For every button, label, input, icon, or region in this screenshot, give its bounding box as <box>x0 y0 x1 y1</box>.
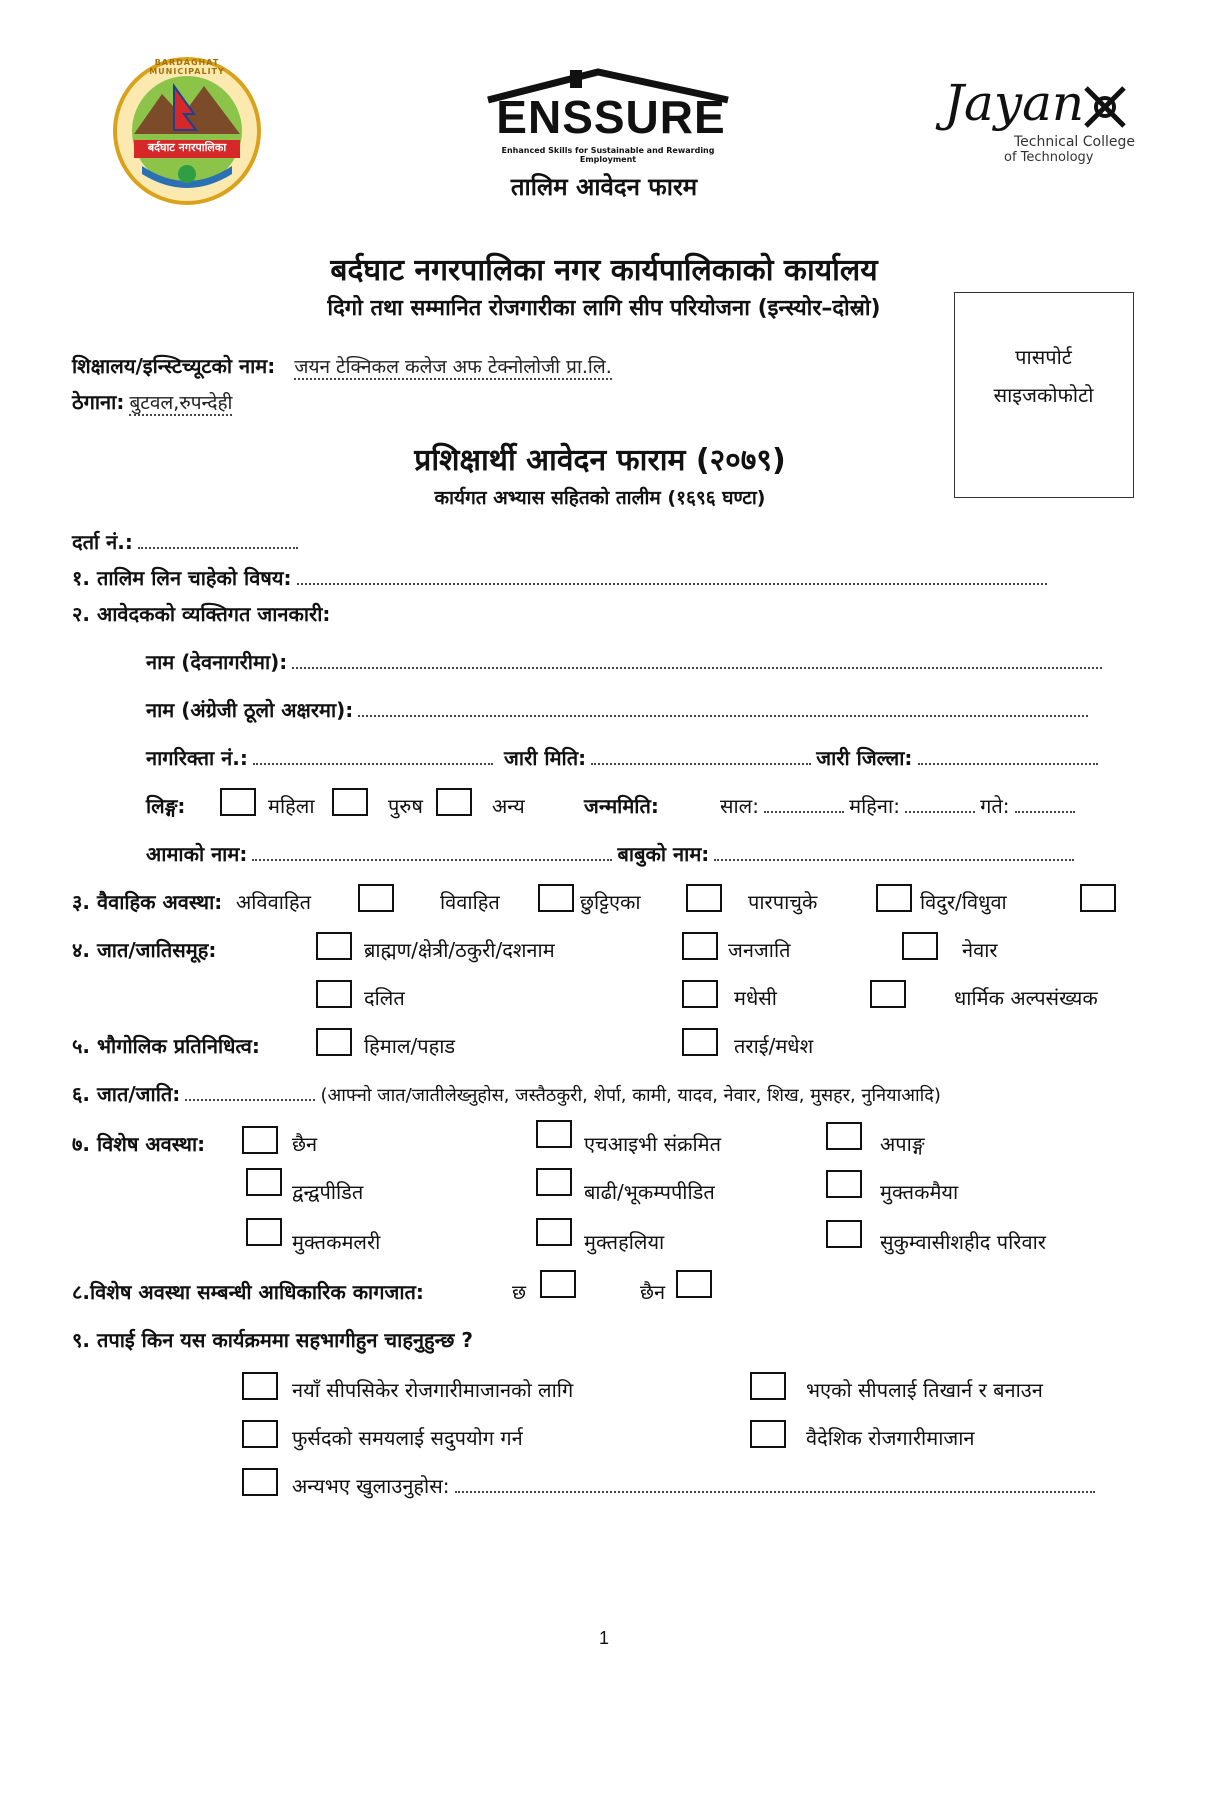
marital-option-married: विवाहित <box>440 890 500 914</box>
name-english-field[interactable] <box>358 697 1088 717</box>
special-landless-checkbox[interactable] <box>826 1220 862 1248</box>
reason-foreign-checkbox[interactable] <box>750 1420 786 1448</box>
dob-year-field[interactable] <box>764 793 844 813</box>
father-field[interactable] <box>714 841 1074 861</box>
q1-row <box>72 564 1047 591</box>
form-title-sub: कार्यगत अभ्यास सहितको तालीम (१६९६ घण्टा) <box>434 487 766 509</box>
q3-label: ३. वैवाहिक अवस्था: <box>72 890 223 914</box>
citizenship-label: नागरिक्ता नं.: <box>146 746 248 770</box>
q8-no-checkbox[interactable] <box>676 1270 712 1298</box>
marital-option-widowed: विदुर/विधुवा <box>920 890 1007 914</box>
reason-option-sharpen-skill: भएको सीपलाई तिखार्न र बनाउन <box>806 1378 1043 1402</box>
geo-terai-checkbox[interactable] <box>682 1028 718 1056</box>
gender-female-label: महिला <box>268 794 315 818</box>
passport-photo-box <box>954 292 1134 498</box>
mother-label: आमाको नाम: <box>146 842 248 866</box>
caste-dalit-checkbox[interactable] <box>316 980 352 1008</box>
q6-hint: (आफ्नो जात/जातीलेख्नुहोस, जस्तैठकुरी, शेर्पा, कामी, यादव, नेवार, शिख, मुसहर, नुनियाआदि) <box>320 1085 941 1106</box>
caste-option-minority: धार्मिक अल्पसंख्यक <box>954 986 1098 1010</box>
special-kamaiya-checkbox[interactable] <box>826 1170 862 1198</box>
enssure-logo <box>478 68 738 164</box>
project-title: दिगो तथा सम्मानित रोजगारीका लागि सीप परियोजना (इन्स्योर–दोस्रो) <box>327 296 881 321</box>
reason-option-leisure: फुर्सदको समयलाई सदुपयोग गर्न <box>292 1426 523 1450</box>
name-english-label: नाम (अंग्रेजी ठूलो अक्षरमा): <box>146 698 354 722</box>
name-devanagari-field[interactable] <box>292 649 1102 669</box>
special-disabled-checkbox[interactable] <box>826 1122 862 1150</box>
q6-row <box>72 1080 941 1107</box>
page-number: 1 <box>598 1628 609 1648</box>
mother-field[interactable] <box>252 841 612 861</box>
special-option-kamaiya: मुक्तकमैया <box>880 1180 959 1204</box>
q2-label: २. आवेदकको व्यक्तिगत जानकारी: <box>72 602 331 626</box>
q4-label: ४. जात/जातिसमूह: <box>72 938 217 962</box>
form-title-main: प्रशिक्षार्थी आवेदन फाराम (२०७९) <box>414 443 786 478</box>
jayan-sub1: Technical College <box>1014 134 1135 150</box>
gender-female-checkbox[interactable] <box>220 788 256 816</box>
name-devanagari-label: नाम (देवनागरीमा): <box>146 650 288 674</box>
caste-option-madhesi: मधेसी <box>734 986 777 1010</box>
marital-divorced-checkbox[interactable] <box>876 884 912 912</box>
caste-madhesi-checkbox[interactable] <box>682 980 718 1008</box>
photo-line1: पासपोर्ट <box>1015 345 1072 369</box>
reason-leisure-checkbox[interactable] <box>242 1420 278 1448</box>
issue-district-label: जारी जिल्ला: <box>816 746 913 770</box>
dob-label: जन्ममिति: <box>584 794 659 818</box>
reason-new-skill-checkbox[interactable] <box>242 1372 278 1400</box>
special-option-disabled: अपाङ्ग <box>880 1132 925 1156</box>
special-haliya-checkbox[interactable] <box>536 1218 572 1246</box>
dob-day-field[interactable] <box>1015 793 1075 813</box>
parents-row <box>146 840 1074 867</box>
caste-minority-checkbox[interactable] <box>870 980 906 1008</box>
name-english-row <box>146 696 1088 723</box>
caste-janajati-checkbox[interactable] <box>682 932 718 960</box>
reason-other-field[interactable] <box>455 1473 1095 1493</box>
institute-name-value[interactable]: जयन टेक्निकल कलेज अफ टेक्नोलोजी प्रा.लि. <box>294 356 612 378</box>
photo-line2: साइजकोफोटो <box>993 383 1094 407</box>
citizenship-row <box>146 744 1098 771</box>
gender-label: लिङ्ग: <box>146 794 186 818</box>
reason-other-checkbox[interactable] <box>242 1468 278 1496</box>
jayan-sub2: of Technology <box>1004 150 1094 165</box>
special-conflict-checkbox[interactable] <box>246 1168 282 1196</box>
geo-option-hill: हिमाल/पहाड <box>364 1034 456 1058</box>
marital-option-divorced: पारपाचुके <box>748 890 818 914</box>
special-option-kamalari: मुक्तकमलरी <box>292 1230 381 1254</box>
marital-option-separated: छुट्टिएका <box>580 890 641 914</box>
enssure-tagline: Enhanced Skills for Sustainable and Rewarding Employment <box>501 146 715 164</box>
office-title: बर्दघाट नगरपालिका नगर कार्यपालिकाको कार्यालय <box>330 253 878 288</box>
gender-male-checkbox[interactable] <box>332 788 368 816</box>
institute-name-row <box>72 352 612 379</box>
caste-option-dalit: दलित <box>364 986 405 1010</box>
q9-label: ९. तपाई किन यस कार्यक्रममा सहभागीहुन चाहनुहुन्छ ? <box>72 1328 473 1352</box>
reason-sharpen-skill-checkbox[interactable] <box>750 1372 786 1400</box>
enssure-wordmark: ENSSURE <box>496 91 726 143</box>
geo-option-terai: तराई/मधेश <box>734 1034 814 1058</box>
reason-option-new-skill: नयाँ सीपसिकेर रोजगारीमाजानको लागि <box>292 1378 574 1402</box>
q6-label: ६. जात/जाति: <box>72 1082 181 1106</box>
issue-district-field[interactable] <box>918 745 1098 765</box>
gender-other-label: अन्य <box>492 794 525 818</box>
issue-date-label: जारी मिति: <box>504 746 587 770</box>
issue-date-field[interactable] <box>591 745 811 765</box>
caste-option-brahmin: ब्राह्मण/क्षेत्री/ठकुरी/दशनाम <box>364 938 555 962</box>
special-none-checkbox[interactable] <box>242 1126 278 1154</box>
q8-yes-checkbox[interactable] <box>540 1270 576 1298</box>
q8-no-label: छैन <box>640 1280 666 1304</box>
municipality-band-text: बर्दघाट नगरपालिका <box>147 141 227 154</box>
institute-address-value[interactable]: बुटवल,रुपन्देही <box>129 392 233 414</box>
marital-married-checkbox[interactable] <box>538 884 574 912</box>
registration-field[interactable] <box>138 529 298 549</box>
institute-name-label: शिक्षालय/इन्स्टिच्यूटको नाम: <box>72 354 276 378</box>
q6-field[interactable] <box>185 1081 315 1101</box>
father-label: बाबुको नाम: <box>617 842 710 866</box>
municipality-ring-text: BARDAGHAT MUNICIPALITY <box>149 58 225 76</box>
marital-unmarried-checkbox[interactable] <box>358 884 394 912</box>
q8-label: ८.विशेष अवस्था सम्बन्धी आधिकारिक कागजात: <box>72 1280 424 1304</box>
q1-field[interactable] <box>297 565 1047 585</box>
caste-newar-checkbox[interactable] <box>902 932 938 960</box>
q1-label: १. तालिम लिन चाहेको विषय: <box>72 566 292 590</box>
special-hiv-checkbox[interactable] <box>536 1120 572 1148</box>
special-option-conflict: द्वन्द्वपीडित <box>292 1180 364 1204</box>
jayan-logo <box>944 60 1144 170</box>
name-devanagari-row <box>146 648 1102 675</box>
q8-yes-label: छ <box>512 1280 527 1304</box>
special-option-none: छैन <box>292 1132 318 1156</box>
citizenship-field[interactable] <box>253 745 493 765</box>
gender-male-label: पुरुष <box>388 794 423 818</box>
reason-other-row <box>292 1472 1095 1499</box>
jayan-wordmark: Jayan <box>944 74 1085 132</box>
gender-other-checkbox[interactable] <box>436 788 472 816</box>
caste-brahmin-checkbox[interactable] <box>316 932 352 960</box>
form-caption: तालिम आवेदन फारम <box>510 173 698 201</box>
dob-day-label: गते: <box>980 794 1010 818</box>
q5-label: ५. भौगोलिक प्रतिनिधित्व: <box>72 1034 260 1058</box>
dob-year-label: साल: <box>719 794 759 818</box>
registration-label: दर्ता नं.: <box>72 530 133 554</box>
special-option-haliya: मुक्तहलिया <box>584 1230 665 1254</box>
special-flood-checkbox[interactable] <box>536 1168 572 1196</box>
geo-hill-checkbox[interactable] <box>316 1028 352 1056</box>
special-option-flood: बाढी/भूकम्पपीडित <box>584 1180 715 1204</box>
special-option-hiv: एचआइभी संक्रमित <box>584 1132 722 1156</box>
institute-address-label: ठेगाना: <box>72 390 125 414</box>
marital-separated-checkbox[interactable] <box>686 884 722 912</box>
dob-month-field[interactable] <box>905 793 975 813</box>
special-kamalari-checkbox[interactable] <box>246 1218 282 1246</box>
special-option-landless: सुकुम्वासीशहीद परिवार <box>880 1230 1046 1254</box>
q7-label: ७. विशेष अवस्था: <box>72 1132 206 1156</box>
caste-option-janajati: जनजाति <box>728 938 791 962</box>
marital-widowed-checkbox[interactable] <box>1080 884 1116 912</box>
dob-month-label: महिना: <box>849 794 900 818</box>
institute-address-row <box>72 388 232 415</box>
registration-row <box>72 528 298 555</box>
marital-option-unmarried: अविवाहित <box>236 890 312 914</box>
reason-option-foreign: वैदेशिक रोजगारीमाजान <box>806 1426 975 1450</box>
reason-option-other: अन्यभए खुलाउनुहोस: <box>292 1474 450 1498</box>
dob-row <box>584 792 1075 819</box>
caste-option-newar: नेवार <box>962 938 998 962</box>
